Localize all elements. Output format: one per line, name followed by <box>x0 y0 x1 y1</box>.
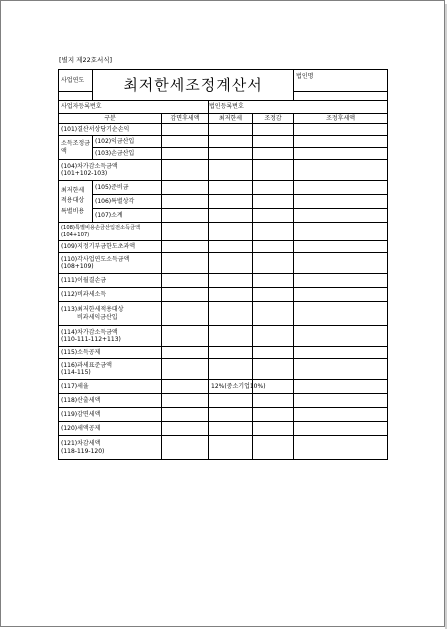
table-row <box>59 124 388 136</box>
cell[interactable] <box>294 347 388 359</box>
cell[interactable] <box>294 181 388 195</box>
cell[interactable] <box>209 181 253 195</box>
cell[interactable] <box>209 347 253 359</box>
corp-reg-no-label: 법인등록번호 <box>209 101 388 114</box>
cell[interactable] <box>253 422 294 436</box>
cell[interactable] <box>294 124 388 136</box>
cell[interactable] <box>162 195 209 209</box>
cell[interactable] <box>209 302 253 326</box>
row-label: (107)소계 <box>93 209 162 223</box>
row-label <box>59 302 162 326</box>
cell[interactable] <box>162 124 209 136</box>
row-label-line: (104+107) <box>61 231 90 238</box>
cell[interactable] <box>209 241 253 253</box>
row-label-line: (113)최저한세적용대상 <box>61 306 124 313</box>
cell[interactable] <box>294 241 388 253</box>
table-row <box>59 422 388 436</box>
cell[interactable] <box>209 160 253 181</box>
table-row <box>59 209 388 223</box>
cell[interactable] <box>294 253 388 274</box>
col-category: 구분 <box>59 114 162 124</box>
cell[interactable] <box>294 326 388 347</box>
cell[interactable] <box>294 136 388 148</box>
row-label <box>59 160 162 181</box>
business-year-value[interactable] <box>59 92 93 101</box>
cell[interactable] <box>253 394 294 408</box>
row-label-line: (104)차가감소득금액 <box>61 162 118 170</box>
cell[interactable] <box>209 326 253 347</box>
row-label-line: (110-111-112+113) <box>61 336 121 343</box>
col-before-reduction: 감면후세액 <box>162 114 209 124</box>
row-label: (115)소득공제 <box>59 347 162 359</box>
corp-name-label: 법인명 <box>294 70 388 92</box>
cell[interactable] <box>209 394 253 408</box>
table-row <box>59 160 388 181</box>
table-row <box>59 195 388 209</box>
cell[interactable] <box>253 148 294 160</box>
table-row <box>59 359 388 380</box>
table-row <box>59 436 388 460</box>
row-label: (109)지정기부금한도초과액 <box>59 241 162 253</box>
row-label: (101)결산서상당기순손익 <box>59 124 162 136</box>
cell[interactable] <box>253 288 294 302</box>
row-label: (119)감면세액 <box>59 408 162 422</box>
cell[interactable] <box>162 302 209 326</box>
table-row <box>59 288 388 302</box>
cell[interactable] <box>294 148 388 160</box>
cell[interactable] <box>253 326 294 347</box>
row-label-line: (118-119-120) <box>61 447 105 455</box>
cell[interactable] <box>162 160 209 181</box>
cell[interactable] <box>209 148 253 160</box>
corp-name-value[interactable] <box>294 92 388 101</box>
cell[interactable] <box>209 436 253 460</box>
cell[interactable] <box>294 160 388 181</box>
cell[interactable] <box>209 274 253 288</box>
table-row <box>59 148 388 160</box>
cell[interactable] <box>253 136 294 148</box>
cell[interactable] <box>209 408 253 422</box>
table-row <box>59 347 388 359</box>
cell[interactable] <box>253 195 294 209</box>
row-label-line: (116)과세표준금액 <box>61 361 112 369</box>
cell[interactable] <box>294 195 388 209</box>
row-label <box>59 436 162 460</box>
table-row <box>59 274 388 288</box>
cell[interactable] <box>162 253 209 274</box>
tax-rate-cell: 12%(중소기업10%) <box>209 380 253 394</box>
row-label <box>59 359 162 380</box>
table-row <box>59 241 388 253</box>
cell[interactable] <box>253 436 294 460</box>
cell[interactable] <box>253 160 294 181</box>
cell[interactable] <box>253 181 294 195</box>
row-label: (120)세액공제 <box>59 422 162 436</box>
cell[interactable] <box>209 124 253 136</box>
row-label: (106)특별상각 <box>93 195 162 209</box>
cell[interactable] <box>294 223 388 241</box>
cell[interactable] <box>294 436 388 460</box>
cell[interactable] <box>162 209 209 223</box>
row-label-line: (108+109) <box>61 263 94 270</box>
biz-reg-no-label: 사업자등록번호 <box>59 101 209 114</box>
row-label <box>59 253 162 274</box>
cell[interactable] <box>209 422 253 436</box>
row-label: (111)이월결손금 <box>59 274 162 288</box>
cell[interactable] <box>162 274 209 288</box>
row-label: (103)손금산입 <box>93 148 162 160</box>
table-row <box>59 253 388 274</box>
cell[interactable] <box>253 302 294 326</box>
row-label: (117)세율 <box>59 380 162 394</box>
cell[interactable] <box>294 359 388 380</box>
cell[interactable] <box>253 124 294 136</box>
cell[interactable] <box>162 422 209 436</box>
table-row <box>59 326 388 347</box>
cell[interactable] <box>294 422 388 436</box>
cell[interactable] <box>162 148 209 160</box>
group-label: 최저한세 적용대상 특별비용 <box>59 181 93 223</box>
cell[interactable] <box>209 288 253 302</box>
row-label-line: (101+102-103) <box>61 170 108 177</box>
cell[interactable] <box>294 209 388 223</box>
table-row <box>59 408 388 422</box>
row-label-line: 비과세익금산입 <box>77 313 118 321</box>
cell[interactable] <box>162 288 209 302</box>
table-row <box>59 181 388 195</box>
cell[interactable] <box>162 347 209 359</box>
table-row <box>59 223 388 241</box>
cell[interactable] <box>209 195 253 209</box>
cell[interactable] <box>162 394 209 408</box>
col-after-adjustment: 조정후세액 <box>294 114 388 124</box>
row-label <box>59 326 162 347</box>
cell[interactable] <box>253 223 294 241</box>
cell[interactable] <box>162 181 209 195</box>
cell[interactable] <box>162 408 209 422</box>
cell[interactable] <box>162 326 209 347</box>
page-title: 최저한세조정계산서 <box>93 70 294 101</box>
cell[interactable] <box>209 253 253 274</box>
form-number: [별지 제22호서식] <box>59 56 113 64</box>
row-label: (118)산출세액 <box>59 394 162 408</box>
col-adjustment: 조정감 <box>253 114 294 124</box>
row-label: (112)비과세소득 <box>59 288 162 302</box>
cell[interactable] <box>209 223 253 241</box>
table-row <box>59 302 388 326</box>
cell[interactable] <box>162 223 209 241</box>
cell[interactable] <box>294 302 388 326</box>
table-row <box>59 394 388 408</box>
business-year-label: 사업연도 <box>59 70 93 92</box>
cell[interactable] <box>294 288 388 302</box>
tax-adjustment-table <box>58 69 388 460</box>
row-label: (102)익금산입 <box>93 136 162 148</box>
cell[interactable] <box>294 394 388 408</box>
cell[interactable] <box>253 241 294 253</box>
cell[interactable] <box>253 347 294 359</box>
cell[interactable] <box>294 380 388 394</box>
row-label-line: (110)각사업연도소득금액 <box>61 255 130 263</box>
cell[interactable] <box>294 408 388 422</box>
cell[interactable] <box>253 209 294 223</box>
row-label <box>59 223 162 241</box>
cell[interactable] <box>162 380 209 394</box>
row-label-line: (114-115) <box>61 369 91 376</box>
row-label-line: (108)특별비용손금산입전소득금액 <box>61 225 141 231</box>
cell[interactable] <box>294 274 388 288</box>
cell[interactable] <box>253 359 294 380</box>
cell[interactable] <box>253 274 294 288</box>
cell[interactable] <box>253 253 294 274</box>
table-row <box>59 380 388 394</box>
row-label: (105)준비금 <box>93 181 162 195</box>
cell[interactable] <box>209 359 253 380</box>
row-label-line: (114)차가감소득금액 <box>61 328 118 336</box>
cell[interactable] <box>162 436 209 460</box>
cell[interactable] <box>253 408 294 422</box>
cell[interactable] <box>162 241 209 253</box>
col-minimum-tax: 최저한세 <box>209 114 253 124</box>
cell[interactable] <box>209 209 253 223</box>
cell[interactable] <box>209 136 253 148</box>
table-row <box>59 136 388 148</box>
cell[interactable] <box>162 359 209 380</box>
row-label-line: (121)차감세액 <box>61 440 101 447</box>
group-label: 소득조정금액 <box>59 136 93 160</box>
cell[interactable] <box>162 136 209 148</box>
